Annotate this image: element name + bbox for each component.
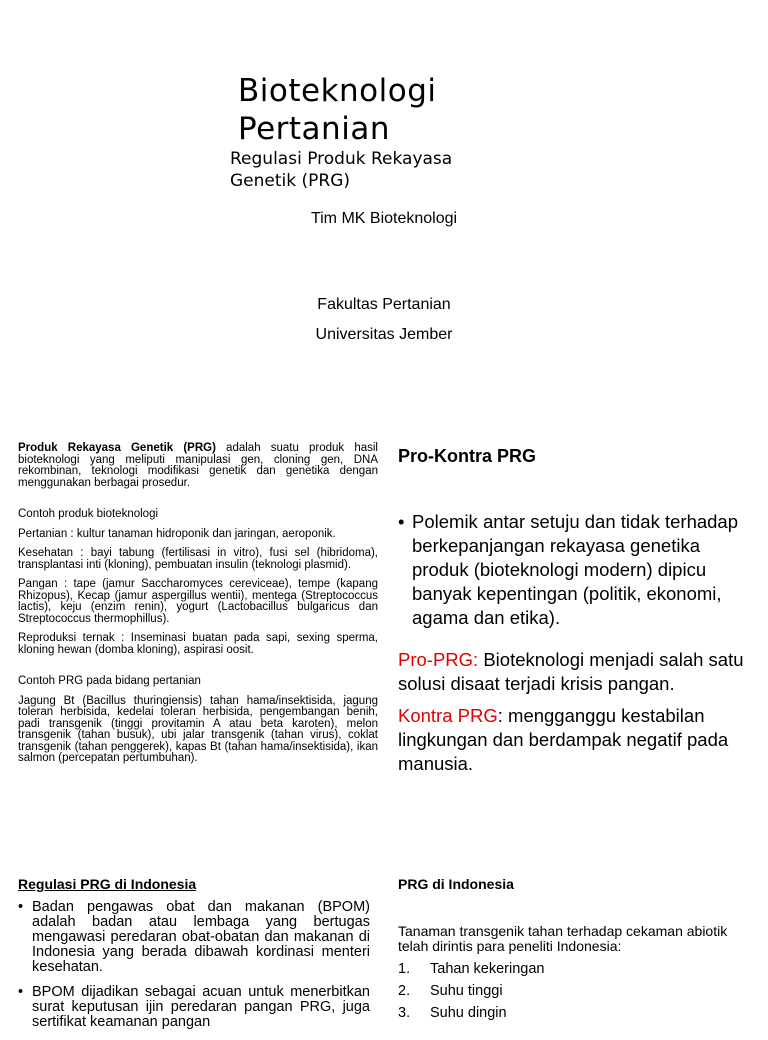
pro-prg-para <box>398 648 748 696</box>
polemic-bullet <box>398 510 748 630</box>
prg-indonesia-list <box>398 958 544 1024</box>
list-item-text: Suhu dingin <box>430 1005 507 1021</box>
list-item <box>398 1002 544 1024</box>
list-item-number: 3. <box>398 1005 411 1021</box>
team-name: Tim MK Bioteknologi <box>310 210 458 227</box>
regulasi-title: Regulasi PRG di Indonesia <box>18 876 197 892</box>
list-item <box>398 958 544 980</box>
prg-examples-body: Jagung Bt (Bacillus thuringiensis) tahan hama/insektisida, jagung toleran herbisida, kedelai toleran herbisida, pengembangan benih, padi transgenik (tinggi provitamin A atau beta karoten), melon transgenik (tahan busuk), ubi jalar transgenik (tahan virus), coklat transgenik (tahan penggerek), kapas Bt (tahan hama/insektisida), ikan salmon (percepatan pertumbuhan). <box>18 694 378 764</box>
list-item-number: 1. <box>398 961 411 977</box>
kontra-prg-para <box>398 704 748 776</box>
examples-heading: Contoh produk bioteknologi <box>18 508 159 520</box>
pro-prg-text: Bioteknologi menjadi salah satu solusi disaat terjadi krisis pangan. <box>398 649 744 694</box>
regulasi-body <box>18 900 370 1040</box>
pro-prg-label: Pro-PRG: <box>398 649 479 670</box>
regulasi-bullet <box>18 900 370 975</box>
list-item-text: Suhu tinggi <box>430 983 503 999</box>
example-pangan: Pangan : tape (jamur Saccharomyces cereviceae), tempe (kapang Rhizopus), Kecap (jamur aspergillus wentii), mentega (Streptococcus lactis), keju (enzim renin), yogurt (Lactobacillus bulgaricus dan Streptococcus thermophillus). <box>18 578 378 625</box>
bullet-icon: • <box>18 984 24 1000</box>
example-pertanian: Pertanian : kultur tanaman hidroponik dan jaringan, aeroponik. <box>18 527 336 540</box>
prg-definition <box>18 443 378 489</box>
list-item-text: Tahan kekeringan <box>430 961 545 977</box>
kontra-prg-label: Kontra PRG <box>398 705 498 726</box>
slide-subtitle: Regulasi Produk Rekayasa Genetik (PRG) <box>230 149 453 191</box>
list-item-number: 2. <box>398 983 411 999</box>
faculty-name: Fakultas Pertanian <box>317 296 451 313</box>
prg-definition-bold: Produk Rekayasa Genetik (PRG) <box>18 442 216 454</box>
example-reproduksi: Reproduksi ternak : Inseminasi buatan pada sapi, sexing sperma, kloning hewan (domba kloning), aspirasi oosit. <box>18 632 378 656</box>
pro-kontra-title: Pro-Kontra PRG <box>398 446 537 466</box>
list-item <box>398 980 544 1002</box>
prg-definition-slide <box>18 443 378 773</box>
regulasi-bullet-text: BPOM dijadikan sebagai acuan untuk menerbitkan surat keputusan ijin peredaran pangan PRG, juga sertifikat keamanan pangan <box>32 984 370 1030</box>
polemic-text: Polemik antar setuju dan tidak terhadap berkepanjangan rekayasa genetika produk (bioteknologi modern) dipicu banyak kepentingan (politik, ekonomi, agama dan etika). <box>412 511 739 628</box>
prg-definition-text: adalah suatu produk hasil bioteknologi yang meliputi manipulasi gen, cloning gen, DNA rekombinan, teknologi modifikasi genetik dan genetika dengan menggunakan berbagai prosedur. <box>18 442 378 489</box>
example-kesehatan: Kesehatan : bayi tabung (fertilisasi in vitro), fusi sel (hibridoma), transplantasi inti (kloning), pembuatan insulin (teknologi plasmid). <box>18 547 378 571</box>
prg-indonesia-intro: Tanaman transgenik tahan terhadap cekaman abiotik telah dirintis para peneliti Indonesia: <box>398 923 728 954</box>
prg-examples-heading: Contoh PRG pada bidang pertanian <box>18 675 201 687</box>
university-name: Universitas Jember <box>315 326 453 343</box>
prg-indonesia-title: PRG di Indonesia <box>398 876 514 892</box>
regulasi-bullet-text: Badan pengawas obat dan makanan (BPOM) adalah badan atau lembaga yang bertugas mengawasi peredaran obat-obatan dan makanan di Indonesia yang berada dibawah kordinasi menteri kesehatan. <box>32 899 370 975</box>
pro-kontra-body <box>398 510 748 776</box>
regulasi-bullet <box>18 985 370 1030</box>
kontra-prg-text: : mengganggu kestabilan lingkungan dan berdampak negatif pada manusia. <box>398 705 729 774</box>
slide-title: Bioteknologi Pertanian <box>238 73 437 147</box>
bullet-icon: • <box>18 899 24 915</box>
bullet-icon: • <box>398 511 405 532</box>
